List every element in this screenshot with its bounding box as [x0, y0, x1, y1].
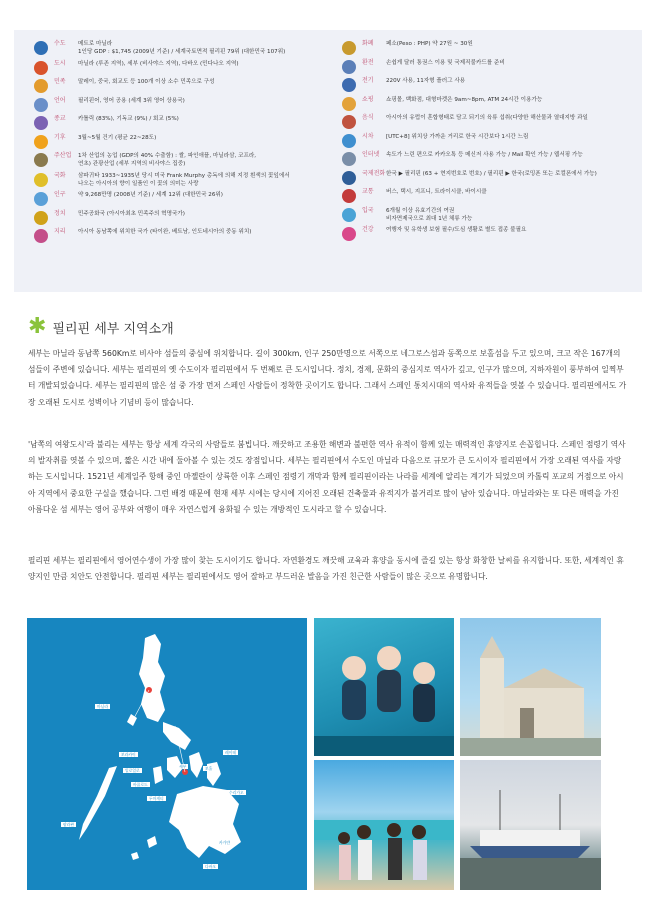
- info-row: [342, 59, 642, 74]
- shopping-icon: [342, 97, 356, 111]
- info-value: 마닐라 (루존 지역), 세부 (비사야스 지역), 다바오 (민다나오 지역): [78, 60, 239, 67]
- info-row: [342, 96, 642, 111]
- info-label: 시차: [362, 132, 374, 140]
- emblem-icon: [34, 211, 48, 225]
- info-label: 쇼핑: [362, 95, 374, 103]
- info-column-right: [342, 40, 642, 245]
- map-label: 수리가오: [229, 790, 244, 795]
- info-row: [342, 77, 642, 92]
- map-label: 레이테: [225, 750, 237, 755]
- info-value: 1차 산업의 농업 (GDP의 40% 수출함) : 쌀, 파인애플, 마닐라삼, 코프라, 연초) 관광산업 (세부 지역의 비사야스 집중): [78, 153, 257, 167]
- info-panel: [14, 30, 642, 292]
- info-row: [342, 226, 642, 241]
- section-title: [28, 316, 174, 338]
- info-row: [34, 97, 324, 112]
- info-value: 삼파귀타 1933~1935년 당시 미국 Frank Murphy 총독에 의해 지정 흰색의 꽃잎에서 나오는 아시아의 향이 일품인 이 꽃의 의미는 사랑: [78, 172, 290, 187]
- car-icon: [342, 189, 356, 203]
- plug-icon: [342, 78, 356, 92]
- clock-icon: [342, 134, 356, 148]
- paragraph-intro: 세부는 마닐라 동남쪽 560Km로 비사야 섬들의 중심에 위치합니다. 길이 300km, 인구 250만명으로 서쪽으로 네그로스섬과 동쪽으로 보홀섬을 두고 있으며, 크고 작은 167개의 섬들이 주변에 있습니다. 세부는 필리핀의 옛 수도이자 필리핀에서 두 번째로 큰 도시입니다. 정치, 경제, 문화의 중심지로 역사가 깊고, 인구가 많으며, 지하자원이 풍부하여 일찍부터 개발되었습니다. 세부는 필리핀의 많은 섬 중 가장 먼저 스페인 사람들이 정착한 곳이기도 합니다. 그래서 스페인 통치시대의 역사와 유적들을 엿볼 수 있습니다. 필리핀에서도 가장 오래된 도시로 성벽이나 기념비 등이 많습니다.: [28, 349, 627, 407]
- info-label: 언어: [54, 96, 66, 104]
- boat-illustration: [460, 760, 601, 890]
- info-label: 국화: [54, 171, 66, 179]
- info-label: 교통: [362, 188, 374, 195]
- info-label: 도시: [54, 59, 66, 67]
- info-value: 아시아 동남쪽에 위치한 국가 (타이완, 베트남, 인도네시아의 중동 위치): [78, 229, 252, 235]
- photo-boat: [460, 760, 601, 890]
- section-title-text: 필리핀 세부 지역소개: [52, 321, 174, 337]
- info-value: 손쉽게 달러 통권스 이용 및 국제직불카드를 준비: [386, 59, 505, 66]
- info-row: [342, 133, 642, 148]
- church-illustration: [460, 618, 601, 756]
- info-row: [34, 191, 324, 206]
- phone-icon: [342, 171, 356, 185]
- info-label: 주산업: [54, 152, 72, 159]
- info-row: [34, 60, 324, 75]
- health-icon: [342, 227, 356, 241]
- coin-icon: [34, 153, 48, 167]
- info-row: [342, 40, 642, 55]
- info-label: 인구: [54, 191, 66, 198]
- info-value: 3월~5월 건기 (평균 22~28도): [78, 134, 157, 141]
- info-value: 여행자 및 유학생 보험 필수/도심 생활로 별도 접종 불필요: [386, 227, 527, 233]
- info-value: 6개월 이상 유효기간의 여권 비자면제국으로 최대 1년 체류 가능: [386, 207, 473, 222]
- info-label: 종교: [54, 115, 66, 122]
- info-row: [342, 114, 642, 129]
- paragraph-study: 필리핀 세부는 필리핀에서 영어연수생이 가장 많이 찾는 도시이기도 합니다. 자연환경도 깨끗해 교육과 휴양을 동시에 즐길 있는 항상 화창한 날씨를 유지합니다. 또한, 세계적인 휴양지인 만큼 치안도 안전합니다. 필리핀 세부는 필리핀에서도 영어 잘하고 부드러운 발음을 가진 친근한 사람들이 많은 곳으로 유명합니다.: [28, 556, 624, 582]
- computer-icon: [342, 152, 356, 166]
- map-label: 다바오: [205, 864, 217, 869]
- card-icon: [342, 60, 356, 74]
- city-icon: [34, 61, 48, 75]
- info-label: 음식: [362, 114, 374, 121]
- info-row: [34, 172, 324, 188]
- map-label: 두마게티: [149, 796, 164, 801]
- map-label: 세부: [179, 764, 187, 769]
- info-label: 정치: [54, 209, 66, 217]
- map-label: 카가얀: [219, 840, 231, 845]
- speech-icon: [34, 98, 48, 112]
- airplane-icon: [342, 208, 356, 222]
- photo-church: [460, 618, 601, 756]
- info-label: 전기: [362, 77, 374, 84]
- map-label: 보라카이: [121, 752, 136, 757]
- photo-beach-group: [314, 760, 454, 890]
- info-column-left: [34, 40, 324, 247]
- info-value: 민주공화국 (아시아최초 민족주의 혁명국가): [78, 210, 185, 217]
- info-row: [34, 78, 324, 93]
- globe-icon: [34, 41, 48, 55]
- info-label: 국제전화: [362, 169, 386, 177]
- map-icon: [34, 229, 48, 243]
- people-icon: [34, 79, 48, 93]
- info-row: [34, 115, 324, 130]
- photo-diving: [314, 618, 454, 756]
- paragraph-history: '남쪽의 여왕도시'라 불리는 세부는 항상 세계 각국의 사람들로 붐빕니다. 깨끗하고 조용한 해변과 불편한 역사 유적이 함께 있는 매력적인 휴양지로 손꼽힙니다. 스페인 점령기 역사의 발자취를 엿볼 수 있으며, 짧은 시간 내에 둘아볼 수 있는 것도 장점입니다. 세부는 필리핀에서 수도인 마닐라 다음으로 규모가 큰 도시이자 필리핀에서 가장 오래된 역사를 자랑하는 도시입니다. 1521년 세계일주 항해 중인 마젤란이 상륙한 이후 스페인 점령기 개막과 함께 필리핀이라는 나라를 세계에 알리는 계기가 되었으며 카톨릭 포교의 거점으로 아시아 지역에서 중요한 구실을 했습니다. 그런 배경 때문에 현재 세부 시에는 당시에 지어진 오래된 건축물과 유적지가 불거리로 많이 남아 있습니다. 마닐라와는 또 다른 매력을 가진 아름다운 섬 세부는 영어 공부와 여행이 매우 자연스럽게 융화될 수 있는 개방적인 도시라고 할 수 있습니다.: [28, 440, 626, 514]
- money-icon: [342, 41, 356, 55]
- map-label: 팔라완: [63, 822, 75, 827]
- map-label: 마닐라: [97, 704, 109, 709]
- info-row: [34, 134, 324, 149]
- map-label: 보홀: [205, 766, 213, 771]
- info-value: 페소(Peso : PHP) 약 27원 ~ 30원: [386, 41, 473, 47]
- info-row: [34, 228, 324, 243]
- info-value: 카톨릭 (83%), 기독교 (9%) / 회교 (5%): [78, 116, 179, 122]
- person-icon: [34, 192, 48, 206]
- info-row: [342, 170, 642, 185]
- info-value: 아시아의 유럽이 혼합형태로 담고 되기의 육류 섭취(다양한 해산물과 열대지방 과일: [386, 115, 588, 121]
- info-value: 메트로 마닐라 1인당 GDP : $1,745 (2009년 기준) / 세계국토면적 필리핀 79위 (대한민국 107위): [78, 41, 286, 55]
- info-value: 속도가 느린 편으로 카카오톡 등 메신저 사용 가능 / Mail 확인 가능 / 웹서핑 가능: [386, 152, 583, 158]
- beach-people-illustration: [314, 760, 454, 890]
- info-value: [UTC+8] 위치상 가까운 거리로 한국 시간보다 1시간 느림: [386, 133, 529, 140]
- info-label: 환전: [362, 58, 374, 66]
- info-label: 기후: [54, 133, 66, 141]
- info-row: [342, 188, 642, 203]
- map-label: 일로일로: [125, 768, 140, 773]
- map-label: 바콜로드: [133, 782, 148, 787]
- info-value: 약 9,268만명 (2008년 기준) / 세계 12위 (대한민국 26위): [78, 192, 223, 198]
- info-row: [34, 152, 324, 168]
- info-label: 수도: [54, 40, 66, 47]
- asterisk-icon: ✱: [28, 314, 47, 339]
- philippines-map: [27, 618, 307, 890]
- info-row: [34, 40, 324, 56]
- info-label: 인터넷: [362, 151, 380, 158]
- philippines-map-shape: [27, 618, 307, 890]
- info-label: 입국: [362, 206, 374, 214]
- church-icon: [34, 116, 48, 130]
- food-icon: [342, 115, 356, 129]
- info-label: 건강: [362, 226, 374, 233]
- info-value: 버스, 택시, 지프니, 트라이시클, 바이시클: [386, 189, 487, 195]
- info-row: [342, 207, 642, 223]
- info-label: 지리: [54, 228, 66, 235]
- info-row: [342, 151, 642, 166]
- info-value: 쇼핑몰, 백화점, 대형마켓은 9am~8pm, ATM 24시간 이용가능: [386, 96, 543, 103]
- info-value: 필리핀어, 영어 공용 (세계 3위 영어 상용국): [78, 97, 185, 104]
- sun-icon: [34, 135, 48, 149]
- info-value: 말레이, 중국, 회교도 등 100개 이상 소수 민족으로 구성: [78, 79, 215, 85]
- info-value: 한국 ▶ 필리핀 (63 + 현지번호로 번호) / 필리핀 ▶ 한국(로밍폰 또는 로컬폰에서 가능): [386, 170, 597, 177]
- info-label: 화폐: [362, 40, 374, 47]
- info-row: [34, 210, 324, 225]
- info-value: 220V 사용, 11자형 플러그 사용: [386, 78, 466, 84]
- flower-icon: [34, 173, 48, 187]
- divers-illustration: [314, 618, 454, 756]
- info-label: 민족: [54, 78, 66, 85]
